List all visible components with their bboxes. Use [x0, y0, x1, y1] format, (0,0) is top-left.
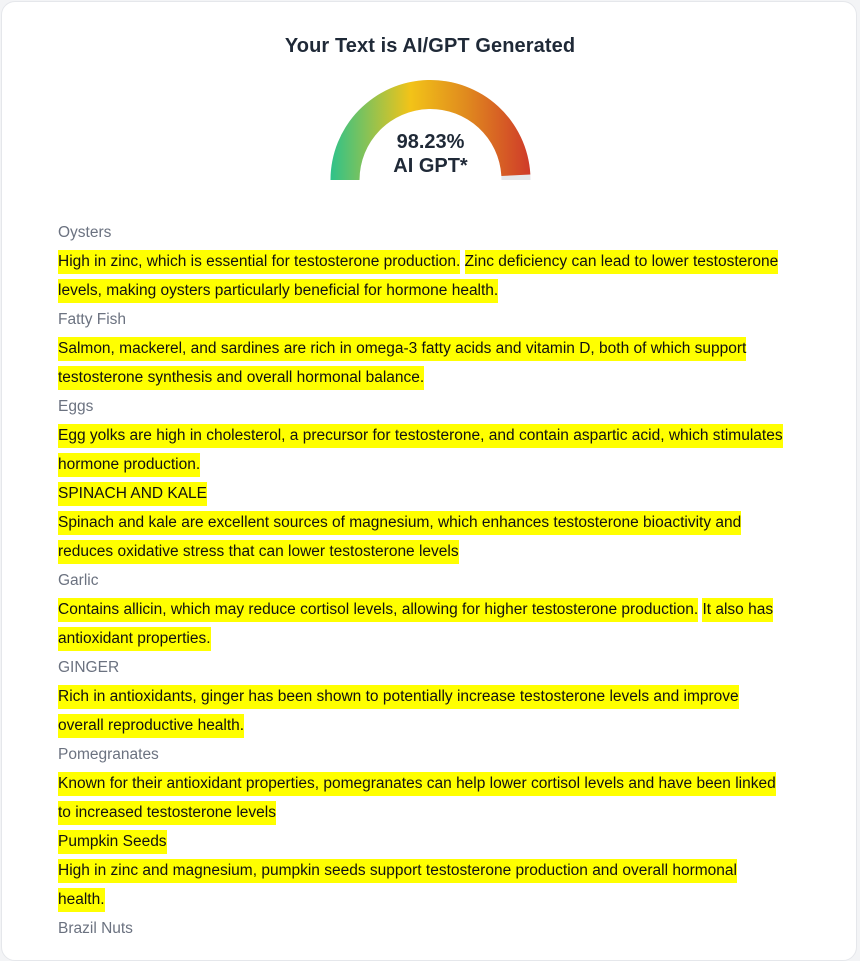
section-heading — [58, 566, 818, 595]
plain-text: Garlic — [58, 572, 99, 589]
highlighted-sentence: It also has — [702, 598, 773, 622]
plain-text: GINGER — [58, 659, 120, 676]
plain-text — [460, 253, 464, 270]
text-line — [58, 827, 818, 856]
analyzed-text — [58, 218, 818, 943]
result-card — [1, 1, 857, 961]
result-title: Your Text is AI/GPT Generated — [284, 35, 576, 57]
text-line — [58, 595, 818, 624]
highlighted-sentence: Known for their antioxidant properties, pomegranates can help lower cortisol levels and have been linked — [58, 772, 776, 796]
plain-text: Oysters — [58, 224, 112, 241]
text-line — [58, 624, 818, 653]
text-line — [58, 247, 818, 276]
highlighted-sentence: to increased testosterone levels — [58, 801, 276, 825]
text-line — [58, 421, 818, 450]
highlighted-sentence: Salmon, mackerel, and sardines are rich in omega-3 fatty acids and vitamin D, both of which support — [58, 337, 746, 361]
text-line — [58, 363, 818, 392]
text-line — [58, 276, 818, 305]
highlighted-sentence: health. — [58, 888, 105, 912]
plain-text: Pomegranates — [58, 746, 159, 763]
section-heading — [58, 305, 818, 334]
section-heading — [58, 914, 818, 943]
highlighted-sentence: Pumpkin Seeds — [58, 830, 167, 854]
section-heading — [58, 392, 818, 421]
highlighted-sentence: High in zinc and magnesium, pumpkin seeds support testosterone production and overall hormonal — [58, 859, 737, 883]
plain-text: Brazil Nuts — [58, 920, 133, 937]
highlighted-sentence: testosterone synthesis and overall hormonal balance. — [58, 366, 424, 390]
plain-text: Fatty Fish — [58, 311, 127, 328]
text-line — [58, 537, 818, 566]
text-line — [58, 450, 818, 479]
gauge-label: AI GPT* — [393, 155, 468, 177]
highlighted-sentence: Zinc deficiency can lead to lower testosterone — [465, 250, 779, 274]
text-line — [58, 682, 818, 711]
highlighted-sentence: High in zinc, which is essential for testosterone production. — [58, 250, 460, 274]
highlighted-sentence: levels, making oysters particularly beneficial for hormone health. — [58, 279, 498, 303]
section-heading — [58, 218, 818, 247]
text-line — [58, 769, 818, 798]
highlighted-sentence: Rich in antioxidants, ginger has been shown to potentially increase testosterone levels and improve — [58, 685, 739, 709]
section-heading — [58, 653, 818, 682]
gauge-percent: 98.23% — [396, 131, 465, 153]
highlighted-sentence: Egg yolks are high in cholesterol, a precursor for testosterone, and contain aspartic acid, which stimulates — [58, 424, 783, 448]
text-line — [58, 508, 818, 537]
plain-text: Eggs — [58, 398, 94, 415]
text-line — [58, 711, 818, 740]
text-line — [58, 334, 818, 363]
section-heading — [58, 740, 818, 769]
highlighted-sentence: Spinach and kale are excellent sources of magnesium, which enhances testosterone bioactivity and — [58, 511, 741, 535]
text-line — [58, 856, 818, 885]
text-line — [58, 798, 818, 827]
text-line — [58, 479, 818, 508]
highlighted-sentence: hormone production. — [58, 453, 200, 477]
highlighted-sentence: reduces oxidative stress that can lower testosterone levels — [58, 540, 459, 564]
text-line — [58, 885, 818, 914]
ai-score-gauge — [329, 78, 532, 180]
highlighted-sentence: overall reproductive health. — [58, 714, 244, 738]
highlighted-sentence: antioxidant properties. — [58, 627, 211, 651]
highlighted-sentence: Contains allicin, which may reduce cortisol levels, allowing for higher testosterone production. — [58, 598, 698, 622]
highlighted-sentence: SPINACH AND KALE — [58, 482, 207, 506]
